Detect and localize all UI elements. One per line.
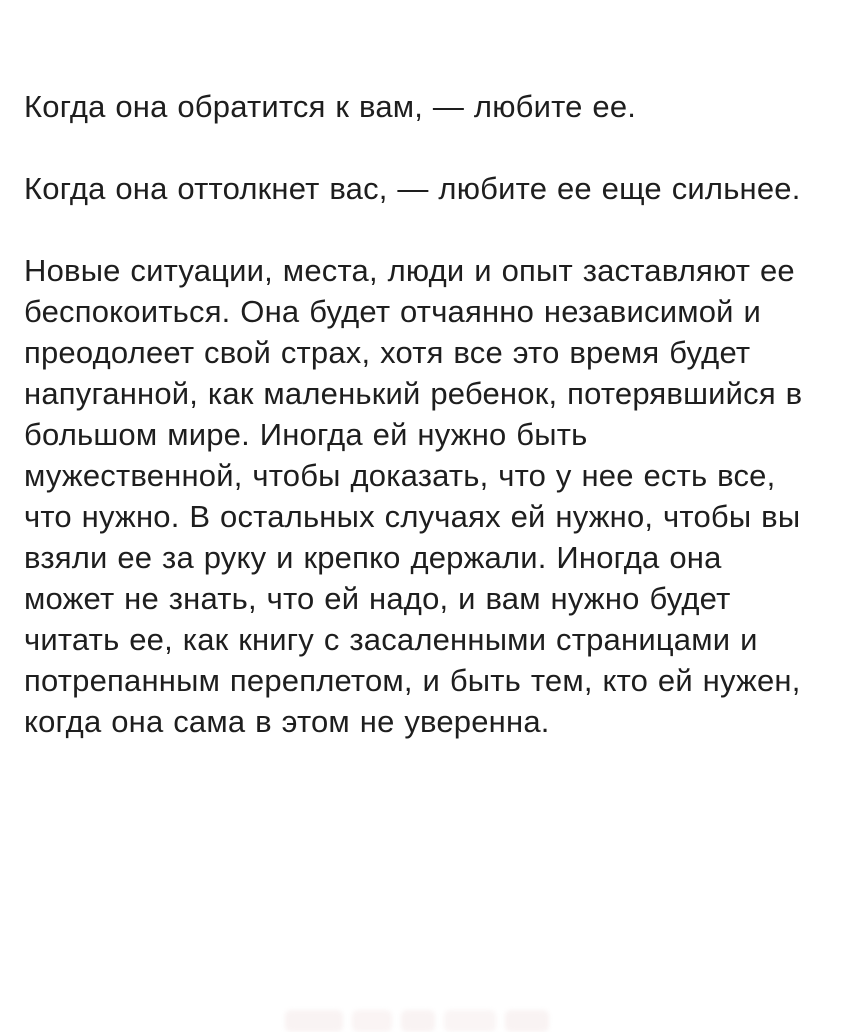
watermark-blur xyxy=(285,1002,565,1032)
paragraph: Новые ситуации, места, люди и опыт заставляют ее беспокоиться. Она будет отчаянно независимой и преодолеет свой страх, хотя все это время будет напуганной, как маленький ребенок, потерявшийся в большом мире. Иногда ей нужно быть мужественной, чтобы доказать, что у нее есть все, что нужно. В остальных случаях ей нужно, чтобы вы взяли ее за руку и крепко держали. Иногда она может не знать, что ей надо, и вам нужно будет читать ее, как книгу с засаленными страницами и потрепанным переплетом, и быть тем, кто ей нужен, когда она сама в этом не уверенна. xyxy=(24,253,803,739)
paragraph: Когда она оттолкнет вас, — любите ее еще сильнее. xyxy=(24,171,801,206)
paragraph: Когда она обратится к вам, — любите ее. xyxy=(24,89,637,124)
